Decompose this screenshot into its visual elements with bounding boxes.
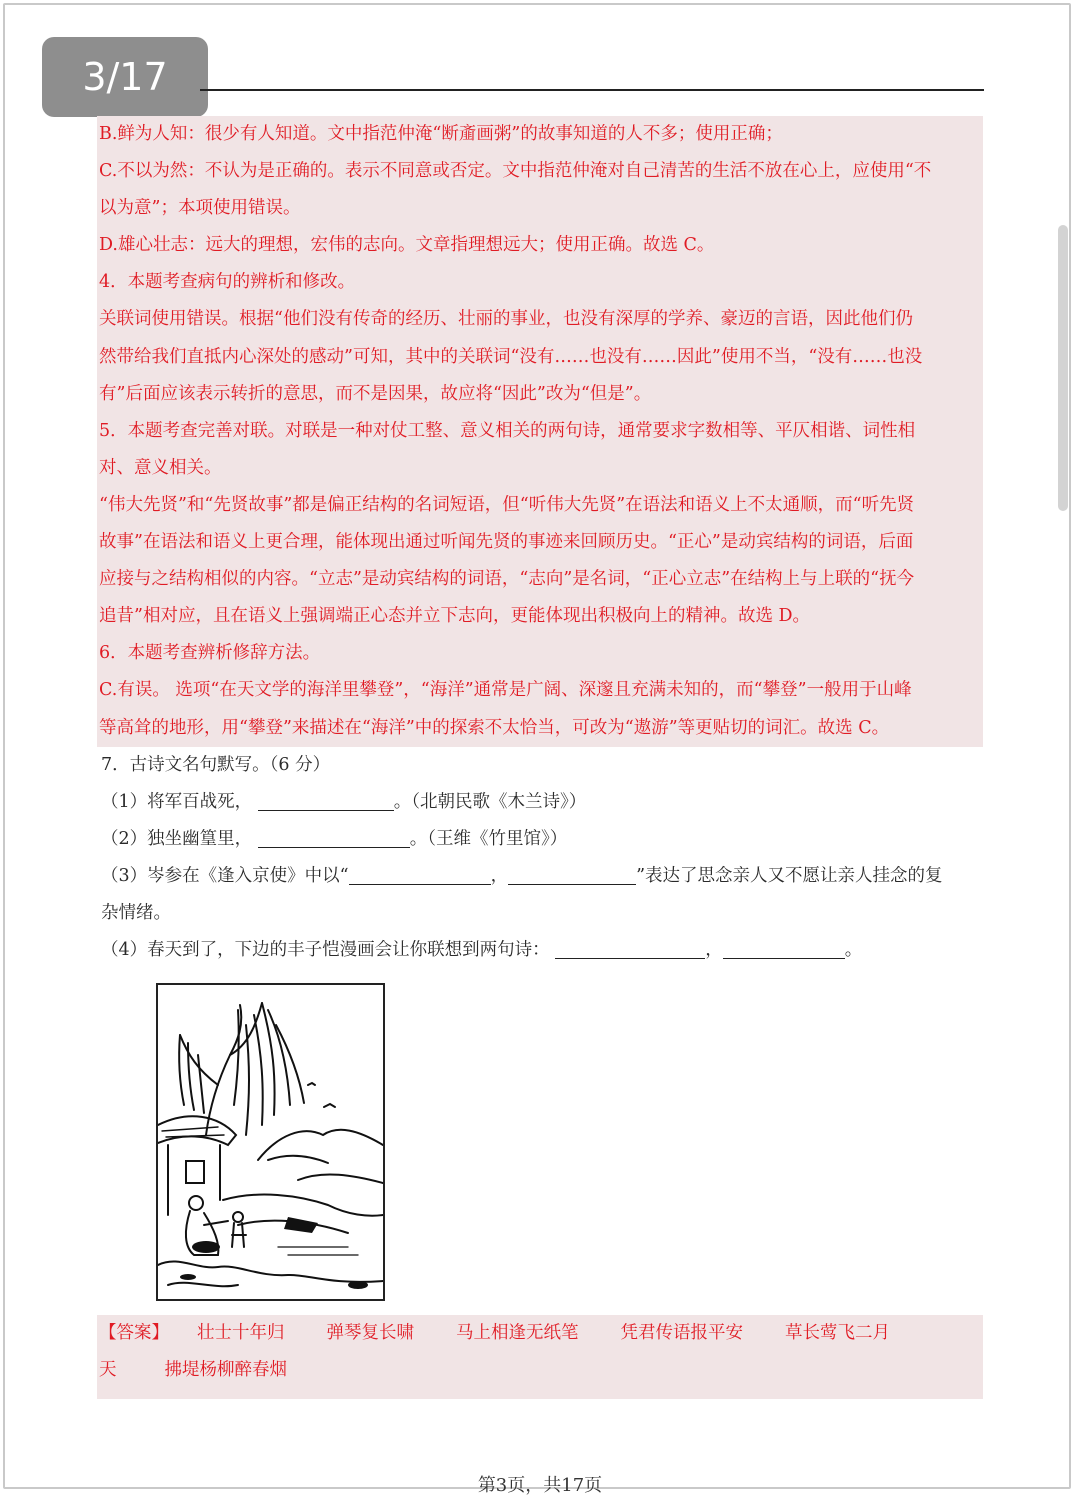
analysis-block <box>97 116 983 747</box>
answer-label: 【答案】 <box>99 1323 169 1344</box>
analysis-line: 等高耸的地形，用“攀登”来描述在“海洋”中的探索不太恰当，可改为“遨游”等更贴切的词汇。故选 C。 <box>99 717 890 738</box>
question-item-2 <box>101 821 979 858</box>
q1-suffix: 。（北朝民歌《木兰诗》） <box>393 791 587 812</box>
q4-blank-2[interactable] <box>723 936 845 959</box>
analysis-line: “伟大先贤”和“先贤故事”都是偏正结构的名词短语，但“听伟大先贤”在语法和语义上不太通顺，而“听先贤 <box>99 494 915 515</box>
analysis-line: 有”后面应该表示转折的意思，而不是因果，故应将“因此”改为“但是”。 <box>99 383 652 404</box>
analysis-line: 应接与之结构相似的内容。“立志”是动宾结构的词语，“志向”是名词，“正心立志”在结构上与上联的“抚今 <box>99 569 915 590</box>
answer-item: 壮士十年归 <box>197 1323 285 1344</box>
question-item-1 <box>101 784 979 821</box>
q3-middle: ， <box>490 865 509 886</box>
q4-prefix: （4）春天到了，下边的丰子恺漫画会让你联想到两句诗： <box>101 940 550 961</box>
question-item-4 <box>101 932 979 969</box>
answer-item: 拂堤杨柳醉春烟 <box>164 1360 287 1381</box>
analysis-line: D.雄心壮志：远大的理想，宏伟的志向。文章指理想远大；使用正确。故选 C。 <box>99 235 715 256</box>
analysis-line: B.鲜为人知：很少有人知道。文中指范仲淹“断齑画粥”的故事知道的人不多；使用正确； <box>99 124 783 144</box>
q3-blank-1[interactable] <box>349 862 491 885</box>
analysis-line: 对、意义相关。 <box>99 457 222 478</box>
header-rule <box>200 89 984 91</box>
q3-suffix: ”表达了思念亲人又不愿让亲人挂念的复 <box>636 865 943 886</box>
document-body <box>97 116 983 1399</box>
answer-item: 草长莺飞二月 <box>785 1323 890 1344</box>
answer-item: 弹琴复长啸 <box>326 1323 414 1344</box>
analysis-line: 以为意”；本项使用错误。 <box>99 198 301 219</box>
final-answer-block <box>97 1315 983 1399</box>
analysis-line: 关联词使用错误。根据“他们没有传奇的经历、壮丽的事业，也没有深厚的学养、豪迈的言语，因此他们仍 <box>99 309 913 330</box>
page-footer: 第3页，共17页 <box>477 1475 603 1496</box>
question-7 <box>97 747 983 1302</box>
answer-item: 凭君传语报平安 <box>620 1323 743 1344</box>
answer-item: 马上相逢无纸笔 <box>456 1323 579 1344</box>
question-title: 7．古诗文名句默写。（6 分） <box>101 754 331 775</box>
feng-zikai-painting <box>156 983 385 1301</box>
q4-suffix: 。 <box>844 940 863 961</box>
answer-line-1 <box>99 1315 981 1352</box>
q3-blank-2[interactable] <box>508 862 636 885</box>
analysis-line: 追昔”相对应，且在语义上强调端正心态并立下志向，更能体现出积极向上的精神。故选 D。 <box>99 606 811 627</box>
analysis-line: C.有误。 选项“在天文学的海洋里攀登”，“海洋”通常是广阔、深邃且充满未知的，而“攀登”一般用于山峰 <box>99 680 912 701</box>
analysis-line: 4．本题考查病句的辨析和修改。 <box>99 272 356 293</box>
question-item-3-tail: 杂情绪。 <box>101 902 171 923</box>
q2-suffix: 。（王维《竹里馆》） <box>409 828 568 849</box>
q2-blank[interactable] <box>258 825 410 848</box>
analysis-line: 故事”在语法和语义上更合理，能体现出通过听闻先贤的事迹来回顾历史。“正心”是动宾结构的词语，后面 <box>99 532 914 553</box>
answer-line2-lead: 天 <box>99 1360 117 1381</box>
question-item-3 <box>101 858 979 895</box>
analysis-line: C.不以为然：不认为是正确的。表示不同意或否定。文中指范仲淹对自己清苦的生活不放在心上，应使用“不 <box>99 161 932 182</box>
q4-blank-1[interactable] <box>555 936 705 959</box>
scrollbar[interactable] <box>1058 225 1068 511</box>
q1-prefix: （1）将军百战死， <box>101 791 253 812</box>
analysis-line: 5．本题考查完善对联。对联是一种对仗工整、意义相关的两句诗，通常要求字数相等、平仄相谐、词性相 <box>99 420 916 441</box>
page-indicator[interactable]: 3/17 <box>42 37 208 117</box>
answer-line-2 <box>99 1352 981 1389</box>
q1-blank[interactable] <box>258 788 394 811</box>
q3-prefix: （3）岑参在《逢入京使》中以“ <box>101 865 349 886</box>
analysis-line: 然带给我们直抵内心深处的感动”可知，其中的关联词“没有……也没有……因此”使用不当，“没有……也没 <box>99 346 923 367</box>
q2-prefix: （2）独坐幽篁里， <box>101 828 253 849</box>
analysis-line: 6．本题考查辨析修辞方法。 <box>99 643 321 664</box>
q4-middle: ， <box>705 940 723 961</box>
